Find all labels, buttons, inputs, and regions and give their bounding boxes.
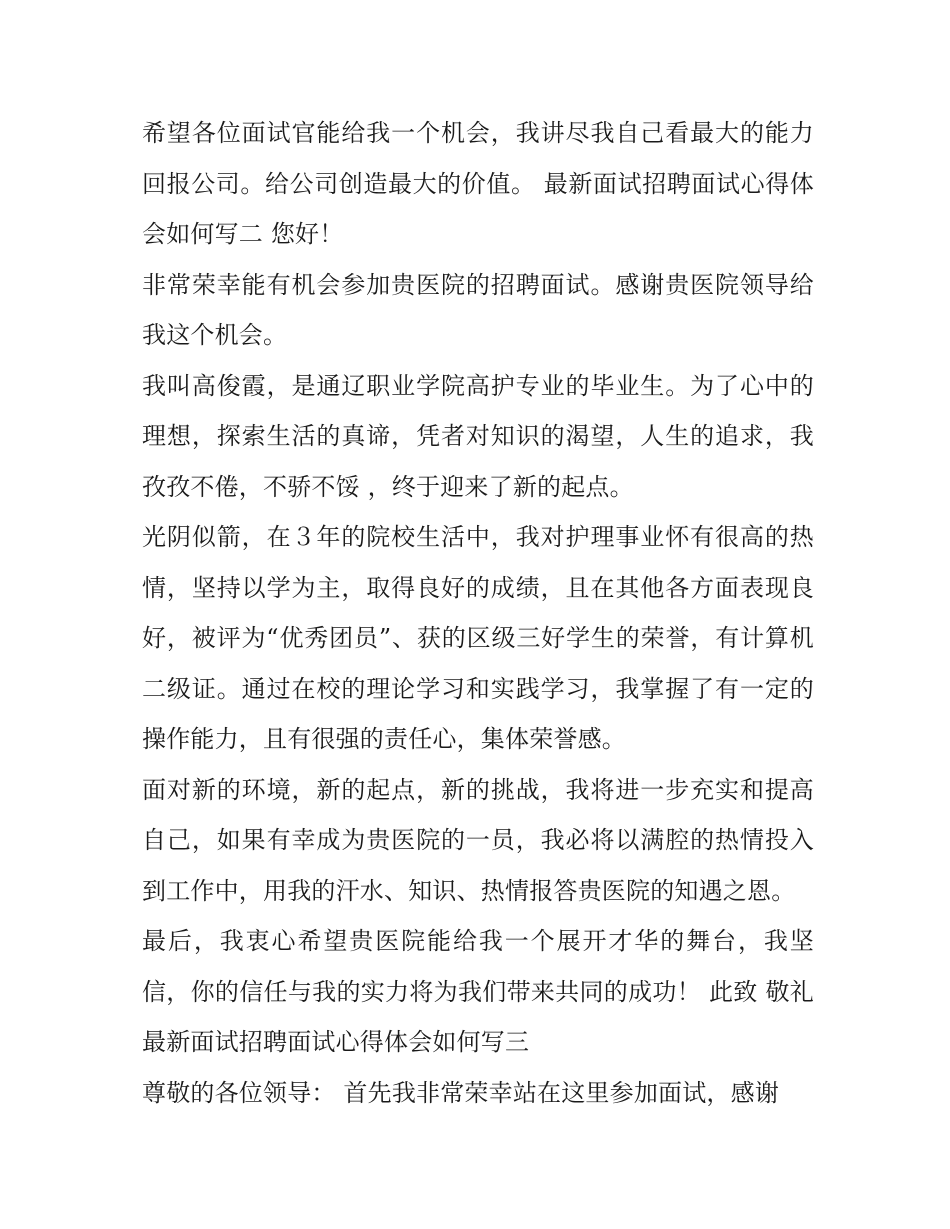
paragraph-future-commitment: 面对新的环境，新的起点，新的挑战，我将进一步充实和提高自己，如果有幸成为贵医院的一员，我必将以满腔的热情投入到工作中，用我的汗水、知识、热情报答贵医院的知遇之恩。 <box>142 775 814 905</box>
paragraph-gratitude: 非常荣幸能有机会参加贵医院的招聘面试。感谢贵医院领导给我这个机会。 <box>142 270 814 349</box>
paragraph-closing-hope: 希望各位面试官能给我一个机会，我讲尽我自己看最大的能力回报公司。给公司创造最大的价值。 最新面试招聘面试心得体会如何写二 您好！ <box>142 119 814 248</box>
paragraph-final-wish: 最后，我衷心希望贵医院能给我一个展开才华的舞台，我坚信，你的信任与我的实力将为我们带来共同的成功！ 此致 敬礼 最新面试招聘面试心得体会如何写三 <box>142 927 814 1056</box>
paragraph-self-introduction: 我叫高俊霞，是通辽职业学院高护专业的毕业生。为了心中的理想，探索生活的真谛，凭者对知识的渴望，人生的追求，我孜孜不倦，不骄不馁 ，终于迎来了新的起点。 <box>142 371 814 501</box>
paragraph-third-example-opening: 尊敬的各位领导： 首先我非常荣幸站在这里参加面试，感谢 <box>142 1078 780 1107</box>
paragraph-school-experience: 光阴似箭，在３年的院校生活中，我对护理事业怀有很高的热情，坚持以学为主，取得良好的成绩，且在其他各方面表现良好，被评为“优秀团员”、获的区级三好学生的荣誉，有计算机二级证。通过在校的理论学习和实践学习，我掌握了有一定的操作能力，且有很强的责任心，集体荣誉感。 <box>142 523 814 753</box>
document-body <box>142 108 814 1118</box>
